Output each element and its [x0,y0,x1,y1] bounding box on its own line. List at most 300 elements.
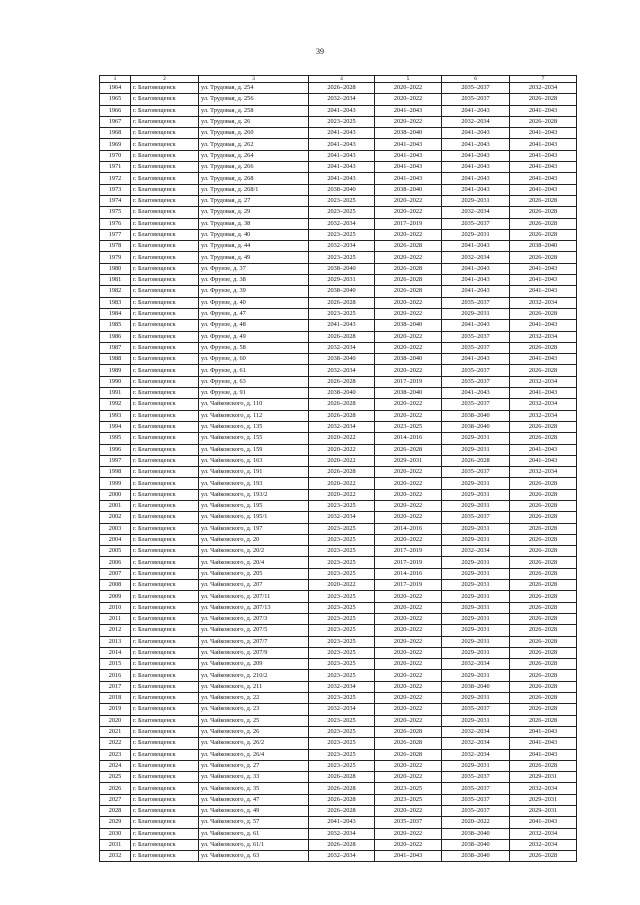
period-cell: 2020–2022 [375,399,442,410]
period-cell: 2029–2031 [442,229,510,240]
period-cell: 2026–2028 [510,760,577,771]
row-number-cell: 2019 [100,704,131,715]
period-cell: 2041–2043 [510,388,577,399]
period-cell: 2026–2028 [309,410,375,421]
address-cell: ул. Трудовая, д. 49 [199,252,309,263]
period-cell: 2026–2028 [510,546,577,557]
period-cell: 2017–2019 [375,376,442,387]
period-cell: 2026–2028 [510,512,577,523]
period-cell: 2029–2031 [442,195,510,206]
city-cell: г. Благовещенск [131,342,199,353]
city-cell: г. Благовещенск [131,636,199,647]
period-cell: 2029–2031 [442,625,510,636]
table-row [100,602,577,613]
row-number-cell: 1996 [100,444,131,455]
period-cell: 2020–2022 [375,806,442,817]
table-row [100,670,577,681]
city-cell: г. Благовещенск [131,320,199,331]
city-cell: г. Благовещенск [131,252,199,263]
row-number-cell: 1974 [100,195,131,206]
row-number-cell: 2013 [100,636,131,647]
table-row [100,94,577,105]
row-number-cell: 1971 [100,162,131,173]
city-cell: г. Благовещенск [131,489,199,500]
address-cell: ул. Чайковского, д. 155 [199,433,309,444]
address-cell: ул. Фрунзе, д. 61 [199,365,309,376]
period-cell: 2023–2025 [309,760,375,771]
period-cell: 2029–2031 [442,647,510,658]
period-cell: 2023–2025 [309,693,375,704]
city-cell: г. Благовещенск [131,828,199,839]
period-cell: 2029–2031 [442,557,510,568]
period-cell: 2035–2037 [442,218,510,229]
column-header: 7 [510,76,577,83]
period-cell: 2032–2034 [309,218,375,229]
period-cell: 2020–2022 [309,489,375,500]
city-cell: г. Благовещенск [131,241,199,252]
period-cell: 2020–2022 [375,229,442,240]
city-cell: г. Благовещенск [131,500,199,511]
address-cell: ул. Чайковского, д. 26/2 [199,738,309,749]
period-cell: 2035–2037 [442,331,510,342]
period-cell: 2032–2034 [442,659,510,670]
city-cell: г. Благовещенск [131,162,199,173]
city-cell: г. Благовещенск [131,523,199,534]
period-cell: 2035–2037 [442,704,510,715]
period-cell: 2026–2028 [309,399,375,410]
period-cell: 2041–2043 [510,354,577,365]
period-cell: 2026–2028 [510,693,577,704]
table-row [100,749,577,760]
column-header: 5 [375,76,442,83]
address-cell: ул. Трудовая, д. 38 [199,218,309,229]
period-cell: 2020–2022 [309,478,375,489]
row-number-cell: 1988 [100,354,131,365]
address-cell: ул. Фрунзе, д. 49 [199,331,309,342]
period-cell: 2041–2043 [510,173,577,184]
row-number-cell: 1968 [100,128,131,139]
table-row [100,500,577,511]
city-cell: г. Благовещенск [131,388,199,399]
city-cell: г. Благовещенск [131,738,199,749]
row-number-cell: 2028 [100,806,131,817]
row-number-cell: 2005 [100,546,131,557]
period-cell: 2041–2043 [375,139,442,150]
row-number-cell: 2007 [100,568,131,579]
row-number-cell: 2002 [100,512,131,523]
address-cell: ул. Чайковского, д. 112 [199,410,309,421]
column-header: 4 [309,76,375,83]
period-cell: 2029–2031 [442,670,510,681]
city-cell: г. Благовещенск [131,806,199,817]
city-cell: г. Благовещенск [131,613,199,624]
city-cell: г. Благовещенск [131,546,199,557]
city-cell: г. Благовещенск [131,749,199,760]
table-row [100,241,577,252]
period-cell: 2020–2022 [442,817,510,828]
address-cell: ул. Трудовая, д. 40 [199,229,309,240]
address-cell: ул. Трудовая, д. 44 [199,241,309,252]
city-cell: г. Благовещенск [131,195,199,206]
table-row [100,195,577,206]
period-cell: 2041–2043 [309,162,375,173]
period-cell: 2026–2028 [309,297,375,308]
period-cell: 2041–2043 [510,275,577,286]
table-row [100,83,577,94]
address-cell: ул. Чайковского, д. 207/7 [199,636,309,647]
period-cell: 2029–2031 [510,772,577,783]
row-number-cell: 1972 [100,173,131,184]
period-cell: 2026–2028 [375,726,442,737]
period-cell: 2041–2043 [442,184,510,195]
table-row [100,760,577,771]
period-cell: 2041–2043 [442,162,510,173]
table-row [100,613,577,624]
city-cell: г. Благовещенск [131,444,199,455]
city-cell: г. Благовещенск [131,116,199,127]
city-cell: г. Благовещенск [131,534,199,545]
period-cell: 2029–2031 [442,500,510,511]
row-number-cell: 2023 [100,749,131,760]
period-cell: 2041–2043 [510,286,577,297]
table-row [100,828,577,839]
address-cell: ул. Чайковского, д. 63 [199,851,309,862]
period-cell: 2020–2022 [375,760,442,771]
city-cell: г. Благовещенск [131,467,199,478]
period-cell: 2026–2028 [510,715,577,726]
period-cell: 2029–2031 [442,534,510,545]
column-header: 2 [131,76,199,83]
period-cell: 2026–2028 [309,839,375,850]
city-cell: г. Благовещенск [131,433,199,444]
period-cell: 2035–2037 [442,376,510,387]
address-cell: ул. Трудовая, д. 264 [199,150,309,161]
period-cell: 2026–2028 [375,275,442,286]
row-number-cell: 2010 [100,602,131,613]
period-cell: 2020–2022 [375,715,442,726]
period-cell: 2041–2043 [442,388,510,399]
period-cell: 2020–2022 [375,489,442,500]
address-cell: ул. Трудовая, д. 268/1 [199,184,309,195]
table-row [100,557,577,568]
city-cell: г. Благовещенск [131,94,199,105]
period-cell: 2041–2043 [442,105,510,116]
table-row [100,399,577,410]
period-cell: 2041–2043 [442,241,510,252]
address-cell: ул. Фрунзе, д. 37 [199,263,309,274]
address-cell: ул. Чайковского, д. 26/4 [199,749,309,760]
table-row [100,455,577,466]
row-number-cell: 2032 [100,851,131,862]
period-cell: 2029–2031 [442,308,510,319]
city-cell: г. Благовещенск [131,557,199,568]
table-row [100,286,577,297]
period-cell: 2029–2031 [442,693,510,704]
address-cell: ул. Чайковского, д. 23 [199,704,309,715]
period-cell: 2023–2025 [375,783,442,794]
address-cell: ул. Чайковского, д. 210/2 [199,670,309,681]
table-row [100,354,577,365]
period-cell: 2041–2043 [510,162,577,173]
period-cell: 2041–2043 [309,128,375,139]
period-cell: 2023–2025 [309,523,375,534]
period-cell: 2020–2022 [375,512,442,523]
period-cell: 2041–2043 [309,150,375,161]
row-number-cell: 2006 [100,557,131,568]
period-cell: 2041–2043 [510,263,577,274]
period-cell: 2026–2028 [375,241,442,252]
table-row [100,693,577,704]
period-cell: 2023–2025 [309,591,375,602]
period-cell: 2020–2022 [375,467,442,478]
city-cell: г. Благовещенск [131,681,199,692]
period-cell: 2032–2034 [309,512,375,523]
period-cell: 2032–2034 [510,410,577,421]
address-cell: ул. Чайковского, д. 61/1 [199,839,309,850]
row-number-cell: 2031 [100,839,131,850]
city-cell: г. Благовещенск [131,760,199,771]
row-number-cell: 1970 [100,150,131,161]
table-row [100,263,577,274]
city-cell: г. Благовещенск [131,105,199,116]
period-cell: 2029–2031 [442,478,510,489]
row-number-cell: 1992 [100,399,131,410]
period-cell: 2041–2043 [375,105,442,116]
address-cell: ул. Чайковского, д. 211 [199,681,309,692]
period-cell: 2032–2034 [442,726,510,737]
row-number-cell: 1977 [100,229,131,240]
period-cell: 2026–2028 [375,749,442,760]
period-cell: 2023–2025 [375,421,442,432]
period-cell: 2035–2037 [442,794,510,805]
period-cell: 2023–2025 [309,749,375,760]
address-cell: ул. Фрунзе, д. 47 [199,308,309,319]
period-cell: 2020–2022 [375,704,442,715]
address-cell: ул. Чайковского, д. 207 [199,580,309,591]
table-row [100,116,577,127]
period-cell: 2026–2028 [309,83,375,94]
city-cell: г. Благовещенск [131,693,199,704]
address-cell: ул. Чайковского, д. 20/4 [199,557,309,568]
city-cell: г. Благовещенск [131,659,199,670]
period-cell: 2029–2031 [442,602,510,613]
row-number-cell: 1995 [100,433,131,444]
period-cell: 2032–2034 [442,738,510,749]
period-cell: 2026–2028 [510,557,577,568]
period-cell: 2035–2037 [442,399,510,410]
city-cell: г. Благовещенск [131,207,199,218]
period-cell: 2041–2043 [510,444,577,455]
period-cell: 2020–2022 [375,331,442,342]
period-cell: 2020–2022 [375,659,442,670]
row-number-cell: 2017 [100,681,131,692]
period-cell: 2020–2022 [375,410,442,421]
period-cell: 2041–2043 [309,139,375,150]
period-cell: 2029–2031 [442,636,510,647]
city-cell: г. Благовещенск [131,150,199,161]
period-cell: 2023–2025 [309,726,375,737]
period-cell: 2035–2037 [442,783,510,794]
row-number-cell: 1993 [100,410,131,421]
table-row [100,365,577,376]
row-number-cell: 1965 [100,94,131,105]
address-cell: ул. Трудовая, д. 256 [199,94,309,105]
period-cell: 2026–2028 [510,94,577,105]
period-cell: 2020–2022 [375,195,442,206]
period-cell: 2032–2034 [442,749,510,760]
table-row [100,320,577,331]
row-number-cell: 1985 [100,320,131,331]
period-cell: 2041–2043 [510,150,577,161]
period-cell: 2026–2028 [375,263,442,274]
period-cell: 2041–2043 [309,817,375,828]
address-cell: ул. Чайковского, д. 195 [199,500,309,511]
period-cell: 2026–2028 [510,647,577,658]
period-cell: 2020–2022 [375,297,442,308]
column-header: 6 [442,76,510,83]
period-cell: 2026–2028 [510,659,577,670]
city-cell: г. Благовещенск [131,297,199,308]
row-number-cell: 1998 [100,467,131,478]
city-cell: г. Благовещенск [131,726,199,737]
period-cell: 2026–2028 [309,467,375,478]
row-number-cell: 1980 [100,263,131,274]
period-cell: 2035–2037 [442,772,510,783]
period-cell: 2026–2028 [510,433,577,444]
period-cell: 2020–2022 [375,693,442,704]
period-cell: 2029–2031 [442,760,510,771]
row-number-cell: 2022 [100,738,131,749]
period-cell: 2038–2040 [375,388,442,399]
address-cell: ул. Чайковского, д. 57 [199,817,309,828]
row-number-cell: 1997 [100,455,131,466]
period-cell: 2041–2043 [510,455,577,466]
period-cell: 2038–2040 [309,354,375,365]
row-number-cell: 1964 [100,83,131,94]
table-row [100,478,577,489]
period-cell: 2023–2025 [309,252,375,263]
period-cell: 2026–2028 [510,613,577,624]
period-cell: 2032–2034 [309,421,375,432]
address-cell: ул. Чайковского, д. 49 [199,806,309,817]
city-cell: г. Благовещенск [131,275,199,286]
city-cell: г. Благовещенск [131,83,199,94]
table-row [100,410,577,421]
city-cell: г. Благовещенск [131,308,199,319]
row-number-cell: 2014 [100,647,131,658]
period-cell: 2023–2025 [309,715,375,726]
row-number-cell: 2008 [100,580,131,591]
address-cell: ул. Чайковского, д. 163 [199,455,309,466]
address-cell: ул. Чайковского, д. 207/13 [199,602,309,613]
period-cell: 2041–2043 [442,286,510,297]
table-row [100,139,577,150]
period-cell: 2041–2043 [510,320,577,331]
address-cell: ул. Фрунзе, д. 40 [199,297,309,308]
row-number-cell: 2026 [100,783,131,794]
period-cell: 2035–2037 [442,297,510,308]
period-cell: 2023–2025 [309,207,375,218]
period-cell: 2026–2028 [510,342,577,353]
row-number-cell: 1982 [100,286,131,297]
table-row [100,783,577,794]
table-row [100,546,577,557]
row-number-cell: 2015 [100,659,131,670]
period-cell: 2026–2028 [309,794,375,805]
city-cell: г. Благовещенск [131,354,199,365]
table-row [100,229,577,240]
address-cell: ул. Чайковского, д. 135 [199,421,309,432]
period-cell: 2041–2043 [442,354,510,365]
period-cell: 2026–2028 [442,455,510,466]
address-cell: ул. Трудовая, д. 260 [199,128,309,139]
city-cell: г. Благовещенск [131,512,199,523]
city-cell: г. Благовещенск [131,704,199,715]
table-row [100,275,577,286]
address-cell: ул. Чайковского, д. 205 [199,568,309,579]
period-cell: 2020–2022 [309,433,375,444]
period-cell: 2035–2037 [375,817,442,828]
address-cell: ул. Чайковского, д. 209 [199,659,309,670]
period-cell: 2020–2022 [375,591,442,602]
period-cell: 2026–2028 [510,308,577,319]
city-cell: г. Благовещенск [131,331,199,342]
period-cell: 2026–2028 [510,591,577,602]
city-cell: г. Благовещенск [131,184,199,195]
period-cell: 2035–2037 [442,467,510,478]
row-number-cell: 1967 [100,116,131,127]
period-cell: 2020–2022 [375,94,442,105]
period-cell: 2041–2043 [510,749,577,760]
period-cell: 2020–2022 [375,636,442,647]
period-cell: 2017–2019 [375,557,442,568]
city-cell: г. Благовещенск [131,263,199,274]
period-cell: 2023–2025 [309,195,375,206]
period-cell: 2032–2034 [309,365,375,376]
period-cell: 2026–2028 [309,331,375,342]
period-cell: 2032–2034 [510,399,577,410]
row-number-cell: 2011 [100,613,131,624]
period-cell: 2038–2040 [375,354,442,365]
row-number-cell: 2003 [100,523,131,534]
row-number-cell: 1986 [100,331,131,342]
address-cell: ул. Чайковского, д. 25 [199,715,309,726]
period-cell: 2023–2025 [309,534,375,545]
period-cell: 2038–2040 [309,184,375,195]
period-cell: 2020–2022 [309,444,375,455]
period-cell: 2029–2031 [442,568,510,579]
city-cell: г. Благовещенск [131,376,199,387]
period-cell: 2020–2022 [375,839,442,850]
period-cell: 2026–2028 [375,444,442,455]
table-row [100,523,577,534]
period-cell: 2026–2028 [510,365,577,376]
table-row [100,376,577,387]
period-cell: 2026–2028 [309,806,375,817]
table-row [100,839,577,850]
row-number-cell: 2000 [100,489,131,500]
table-row [100,207,577,218]
table-row [100,591,577,602]
period-cell: 2038–2040 [375,128,442,139]
row-number-cell: 2009 [100,591,131,602]
period-cell: 2032–2034 [309,342,375,353]
period-cell: 2041–2043 [510,738,577,749]
period-cell: 2026–2028 [510,478,577,489]
row-number-cell: 1994 [100,421,131,432]
row-number-cell: 2024 [100,760,131,771]
period-cell: 2041–2043 [375,173,442,184]
